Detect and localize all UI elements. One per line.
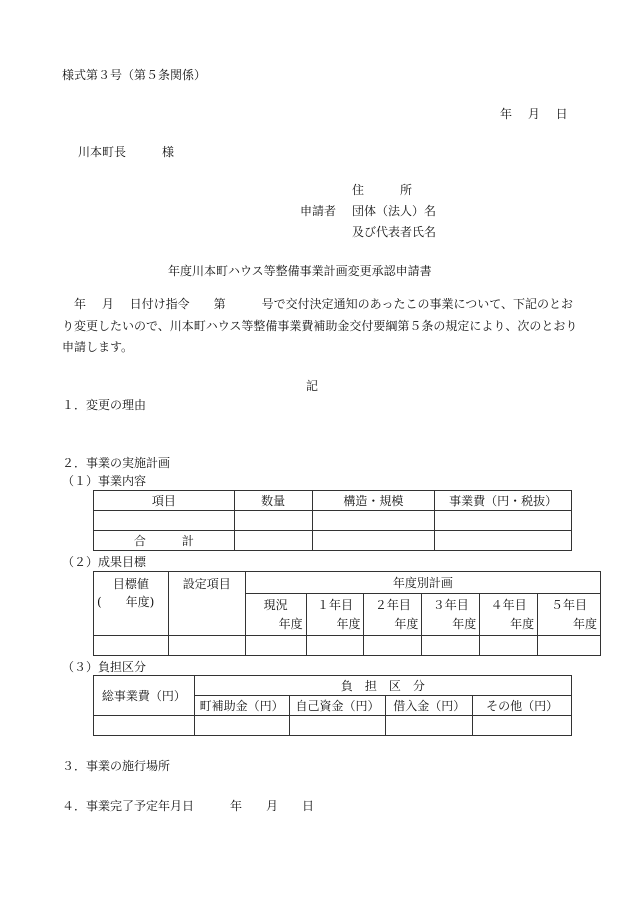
outcome-target-table [93,571,601,656]
table1-header-structure: 構造・規模 [312,491,435,511]
addressee: 川本町長 様 [78,145,175,159]
town-subsidy-header: 町補助金（円） [194,696,289,716]
section-burden-division: （３）負担区分 [62,660,147,674]
table-cell [94,716,195,736]
date-line: 年 月 日 [500,107,568,121]
table-cell [435,511,572,531]
ki-label: 記 [306,379,319,393]
section-implementation-plan: ２．事業の実施計画 [62,456,171,470]
other-header: その他（円） [473,696,572,716]
section-completion-date: ４．事業完了予定年月日 年 月 日 [62,799,315,813]
table-cell [234,511,312,531]
table-cell [312,511,435,531]
table-cell [289,716,386,736]
table-cell [245,636,306,656]
section-change-reason: １．変更の理由 [62,398,147,412]
table-cell [538,636,601,656]
burden-division-table [93,675,572,736]
section-project-content: （１）事業内容 [62,474,147,488]
target-value-label: 目標値 [112,577,149,591]
plan-col-year3: ３年目 年度 [422,594,480,636]
table1-header-cost: 事業費（円・税抜） [435,491,572,511]
section-construction-site: ３．事業の施行場所 [62,759,171,773]
own-funds-header: 自己資金（円） [289,696,386,716]
table1-total-label: 合 計 [94,531,235,551]
applicant-label: 申請者 [300,204,337,218]
plan-col-year1: １年目 年度 [306,594,364,636]
plan-col-year2: ２年目 年度 [364,594,422,636]
table-cell [94,511,235,531]
annual-plan-header: 年度別計画 [245,572,600,594]
total-cost-header: 総事業費（円） [94,676,195,716]
section-outcome-target: （２）成果目標 [62,555,147,569]
table-cell [422,636,480,656]
table1-header-quantity: 数量 [234,491,312,511]
table-cell [94,636,169,656]
document-title: 年度川本町ハウス等整備事業計画変更承認申請書 [168,264,432,278]
table-cell [306,636,364,656]
form-number: 様式第３号（第５条関係） [62,68,207,82]
body-paragraph: 年 月 日付け指令 第 号で交付決定通知のあったこの事業について、下記のとおり変更したいので、川本町ハウス等整備事業費補助金交付要綱第５条の規定により、次のとおり申請します。 [62,297,578,354]
table1-header-item: 項目 [94,491,235,511]
loan-header: 借入金（円） [386,696,473,716]
table-cell [386,716,473,736]
setting-item-header: 設定項目 [168,572,245,636]
table-cell [473,716,572,736]
burden-header: 負 担 区 分 [194,676,571,696]
target-year-label: ( 年度) [97,595,155,609]
table-cell [435,531,572,551]
table-cell [312,531,435,551]
table-cell [168,636,245,656]
table-cell [194,716,289,736]
plan-col-year4: ４年目 年度 [480,594,538,636]
plan-col-year5: ５年目 年度 [538,594,601,636]
table-cell [234,531,312,551]
address-label: 住 所 [352,183,413,197]
table-cell [480,636,538,656]
target-value-header [94,572,169,636]
organization-label: 団体（法人）名 [352,204,437,218]
project-content-table [93,490,572,551]
table-cell [364,636,422,656]
plan-col-current: 現況 年度 [245,594,306,636]
representative-label: 及び代表者氏名 [352,225,437,239]
